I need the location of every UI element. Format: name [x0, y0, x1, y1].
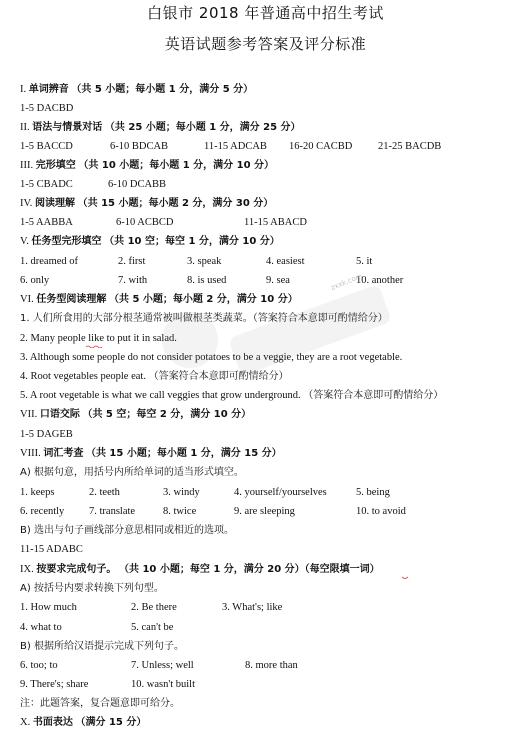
answer-group: 21-25 BACDB: [378, 141, 442, 152]
answer-group: 16-20 CACBD: [289, 141, 353, 152]
section-score: （共 10 空；每空 1 分，满分 10 分）: [104, 236, 280, 247]
section-number: I.: [20, 84, 27, 95]
grading-note: （答案符合本意即可酌情给分）: [303, 390, 444, 401]
section-title: 语法与情景对话: [32, 122, 103, 133]
section-number: VII.: [20, 409, 38, 420]
answer-item: 5. can't be: [131, 622, 174, 633]
section-score: （共 15 小题；每小题 1 分，满分 15 分）: [85, 448, 282, 459]
section-score: （共 25 小题；每小题 1 分，满分 25 分）: [104, 122, 301, 133]
answer-item: 7. with: [118, 275, 148, 286]
section-number: V.: [20, 236, 29, 247]
section-title: 单词辨音: [28, 84, 69, 95]
document-subtitle: 英语试题参考答案及评分标准: [164, 35, 367, 53]
section-title: 口语交际: [39, 409, 80, 420]
answer-item: 1. dreamed of: [20, 256, 79, 267]
section-2-header: [20, 121, 301, 135]
section-title: 书面表达: [32, 717, 73, 728]
answer-group: 11-15 ADCAB: [204, 141, 267, 152]
answer-line: [20, 370, 289, 384]
answer-item: 7. translate: [89, 506, 136, 517]
answer-item: 5. it: [356, 256, 373, 267]
answer-group: 6-10 BDCAB: [110, 141, 169, 152]
answer-item: 6. only: [20, 275, 50, 286]
proofing-mark-icon: [402, 576, 408, 579]
section-4-header: [20, 197, 273, 211]
part-instruction: A) 按括号内要求转换下列句型。: [20, 583, 164, 594]
section-7-header: [20, 408, 251, 422]
section-number: III.: [20, 160, 34, 171]
section-number: VI.: [20, 294, 34, 305]
answer-item: 5. being: [356, 487, 390, 498]
section-score: （满分 15 分）: [75, 717, 147, 728]
answer-group: 6-10 DCABB: [108, 179, 167, 190]
answer-line: 1. 人们所食用的大部分根茎通常被叫做根茎类蔬菜。（答案符合本意即可酌情给分）: [20, 313, 388, 324]
answer-group: 6-10 ACBCD: [116, 217, 174, 228]
answer-item: 10. wasn't built: [131, 679, 196, 690]
answer-text: 5. A root vegetable is what we call veggies that grow underground.: [20, 390, 301, 401]
section-5-header: [20, 235, 280, 249]
grading-note: 注：此题答案，复合题意即可给分。: [20, 698, 180, 709]
section-3-header: [20, 159, 274, 173]
answer-item: 2. Be there: [131, 602, 177, 613]
answer-item: 2. first: [118, 256, 146, 267]
answer-item: 8. more than: [245, 660, 298, 671]
part-instruction: A) 根据句意，用括号内所给单词的适当形式填空。: [20, 467, 244, 478]
section-score: （共 5 空；每空 2 分，满分 10 分）: [82, 409, 252, 420]
answer-item: 3. speak: [187, 256, 222, 267]
section-title: 任务型完形填空: [31, 236, 102, 247]
answer-item: 4. easiest: [266, 256, 305, 267]
answer-item: 4. yourself/yourselves: [234, 487, 327, 498]
answer-item: 8. twice: [163, 506, 197, 517]
section-score: （共 10 小题；每小题 1 分，满分 10 分）: [78, 160, 275, 171]
section-9-header: [20, 563, 380, 577]
answer-line: 3. Although some people do not consider potatoes to be a veggie, they are a root vegetable.: [20, 352, 403, 363]
part-b-answers: 11-15 ADABC: [20, 544, 83, 555]
answer-item: 9. There's; share: [20, 679, 89, 690]
answer-item: 6. recently: [20, 506, 65, 517]
document-title: 白银市 2018 年普通高中招生考试: [147, 4, 384, 22]
answer-item: 8. is used: [187, 275, 227, 286]
answer-item: 3. windy: [163, 487, 200, 498]
answer-group: 11-15 ABACD: [244, 217, 307, 228]
answer-group: 1-5 CBADC: [20, 179, 73, 190]
section-number: IX.: [20, 564, 34, 575]
answer-item: 2. teeth: [89, 487, 120, 498]
section-1-header: [20, 83, 253, 97]
section-score: （共 10 小题；每空 1 分，满分 20 分）（每空限填一词）: [118, 564, 380, 575]
section-score: （共 15 小题；每小题 2 分，满分 30 分）: [77, 198, 274, 209]
answer-item: 7. Unless; well: [131, 660, 194, 671]
section-10-header: [20, 716, 146, 730]
answer-item: 6. too; to: [20, 660, 58, 671]
answer-group: 1-5 AABBA: [20, 217, 73, 228]
section-score: （共 5 小题；每小题 1 分，满分 5 分）: [71, 84, 254, 95]
answer-item: 4. what to: [20, 622, 62, 633]
section-title: 按要求完成句子。: [36, 564, 117, 575]
answer-item: 9. sea: [266, 275, 290, 286]
section-7-answers: 1-5 DAGEB: [20, 429, 73, 440]
section-score: （共 5 小题；每小题 2 分，满分 10 分）: [108, 294, 298, 305]
section-number: VIII.: [20, 448, 41, 459]
grading-note: （答案符合本意即可酌情给分）: [148, 371, 289, 382]
section-number: IV.: [20, 198, 33, 209]
part-instruction: B) 根据所给汉语提示完成下列句子。: [20, 641, 184, 652]
answer-line: 2. Many people like to put it in salad.: [20, 333, 177, 344]
answer-group: 1-5 BACCD: [20, 141, 73, 152]
part-instruction: B) 选出与句子画线部分意思相同或相近的选项。: [20, 525, 234, 536]
section-title: 任务型阅读理解: [36, 294, 107, 305]
section-title: 阅读理解: [34, 198, 75, 209]
answer-item: 3. What's; like: [222, 602, 283, 613]
proofing-squiggle-icon: [86, 345, 104, 348]
section-8-header: [20, 447, 282, 461]
answer-text: 4. Root vegetables people eat.: [20, 371, 146, 382]
answer-item: 1. How much: [20, 602, 77, 613]
section-number: II.: [20, 122, 30, 133]
section-title: 完形填空: [35, 160, 76, 171]
answer-item: 9. are sleeping: [234, 506, 295, 517]
section-1-answers: 1-5 DACBD: [20, 103, 74, 114]
answer-item: 10. another: [356, 275, 404, 286]
answer-item: 10. to avoid: [356, 506, 406, 517]
section-6-header: [20, 293, 298, 307]
section-number: X.: [20, 717, 31, 728]
section-title: 词汇考查: [43, 448, 84, 459]
watermark-text: zxxk.com: [329, 272, 364, 292]
answer-line: [20, 389, 443, 403]
answer-item: 1. keeps: [20, 487, 55, 498]
